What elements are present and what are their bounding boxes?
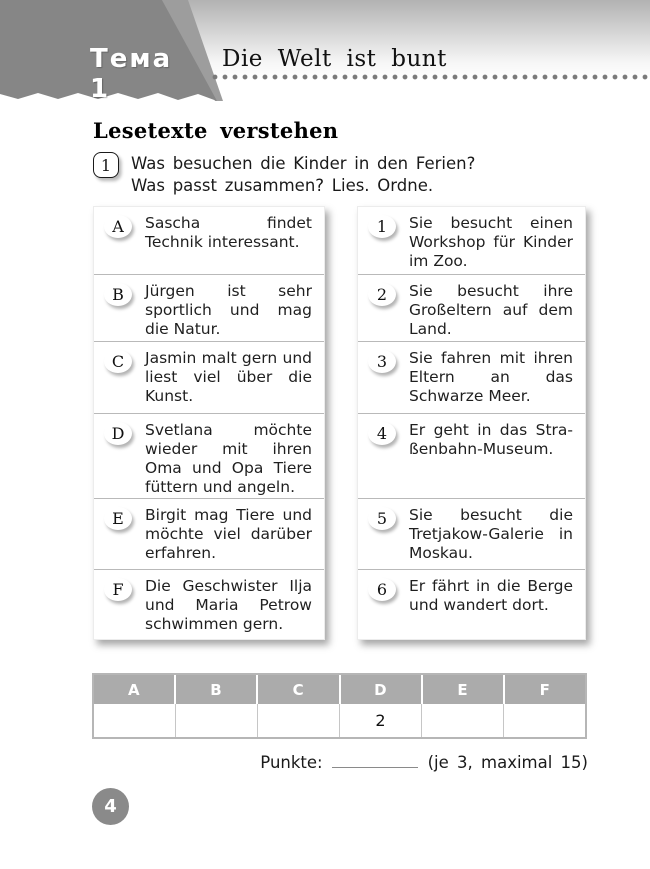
page-title: Die Welt ist bunt (222, 46, 447, 72)
exercise-question-line1: Was besuchen die Kinder in den Ferien? (131, 154, 476, 173)
item-text: Er fährt in die Berge und wandert dort. (409, 577, 573, 614)
answer-table (92, 673, 587, 739)
answer-cell-a[interactable] (94, 704, 175, 737)
answer-cell-c[interactable] (257, 704, 339, 737)
answer-cell-d[interactable]: 2 (339, 704, 421, 737)
item-badge: A (104, 215, 132, 238)
match-item (358, 499, 585, 570)
match-item (94, 342, 324, 414)
item-text: Sie besucht einen Workshop für Kinder im Zoo. (409, 214, 573, 270)
answer-table-header-d: D (339, 675, 421, 704)
answer-table-header-e: E (421, 675, 503, 704)
answer-cell-e[interactable] (421, 704, 503, 737)
match-item (358, 414, 585, 499)
item-badge: 5 (368, 507, 396, 530)
punkte-label: Punkte: (260, 753, 323, 772)
exercise-number-badge: 1 (93, 152, 119, 178)
item-text: Sie besucht ihre Großeltern auf dem Land. (409, 282, 573, 338)
item-badge: C (104, 350, 132, 373)
item-text: Sascha findet Technik interessant. (145, 214, 312, 251)
item-text: Sie fahren mit ihren Eltern an das Schwarze Meer. (409, 349, 573, 405)
answer-cell-b[interactable] (175, 704, 257, 737)
exercise-question-line2: Was passt zusammen? Lies. Ordne. (131, 176, 434, 195)
match-item (358, 207, 585, 275)
match-item (358, 570, 585, 639)
item-badge: E (104, 507, 132, 530)
exercise-question (131, 153, 481, 197)
match-item (358, 275, 585, 342)
item-badge: F (104, 578, 132, 601)
item-badge: 6 (368, 578, 396, 601)
score-line (0, 753, 588, 772)
answer-table-header-a: A (128, 680, 141, 699)
item-text: Birgit mag Tiere und möchte viel darüber erfahren. (145, 506, 312, 562)
item-badge: B (104, 283, 132, 306)
answer-table-header-f: F (503, 675, 585, 704)
item-text: Er geht in das Straßenbahn-Museum. (409, 421, 573, 458)
match-item (94, 570, 324, 639)
punkte-note: (je 3, maximal 15) (427, 753, 588, 772)
item-text: Sie besucht die Tretjakow-Galerie in Moskau. (409, 506, 573, 562)
match-list-numbers (357, 206, 586, 640)
item-text: Die Geschwister Ilja und Maria Petrow schwimmen gern. (145, 577, 312, 633)
match-item (358, 342, 585, 414)
answer-table-header-c: C (256, 675, 338, 704)
section-heading: Lesetexte verstehen (93, 118, 339, 143)
tema-label: Тема 1 (90, 44, 173, 104)
answer-table-body-row (94, 704, 585, 737)
item-badge: 2 (368, 283, 396, 306)
match-item (94, 414, 324, 499)
punkte-blank[interactable] (332, 753, 418, 768)
item-badge: 1 (368, 215, 396, 238)
dotted-divider (212, 74, 650, 80)
match-item (94, 275, 324, 342)
match-item (94, 499, 324, 570)
item-text: Svetlana möchte wieder mit ihren Oma und Opa Tiere füttern und angeln. (145, 421, 312, 496)
page-number-badge: 4 (92, 788, 129, 825)
match-item (94, 207, 324, 275)
answer-cell-f[interactable] (503, 704, 585, 737)
answer-table-header-row (94, 675, 585, 704)
item-badge: 3 (368, 350, 396, 373)
item-badge: D (104, 422, 132, 445)
item-text: Jürgen ist sehr sportlich und mag die Natur. (145, 282, 312, 338)
match-list-letters (93, 206, 325, 640)
item-badge: 4 (368, 422, 396, 445)
item-text: Jasmin malt gern und liest viel über die Kunst. (145, 349, 312, 405)
answer-table-header-b: B (174, 675, 256, 704)
